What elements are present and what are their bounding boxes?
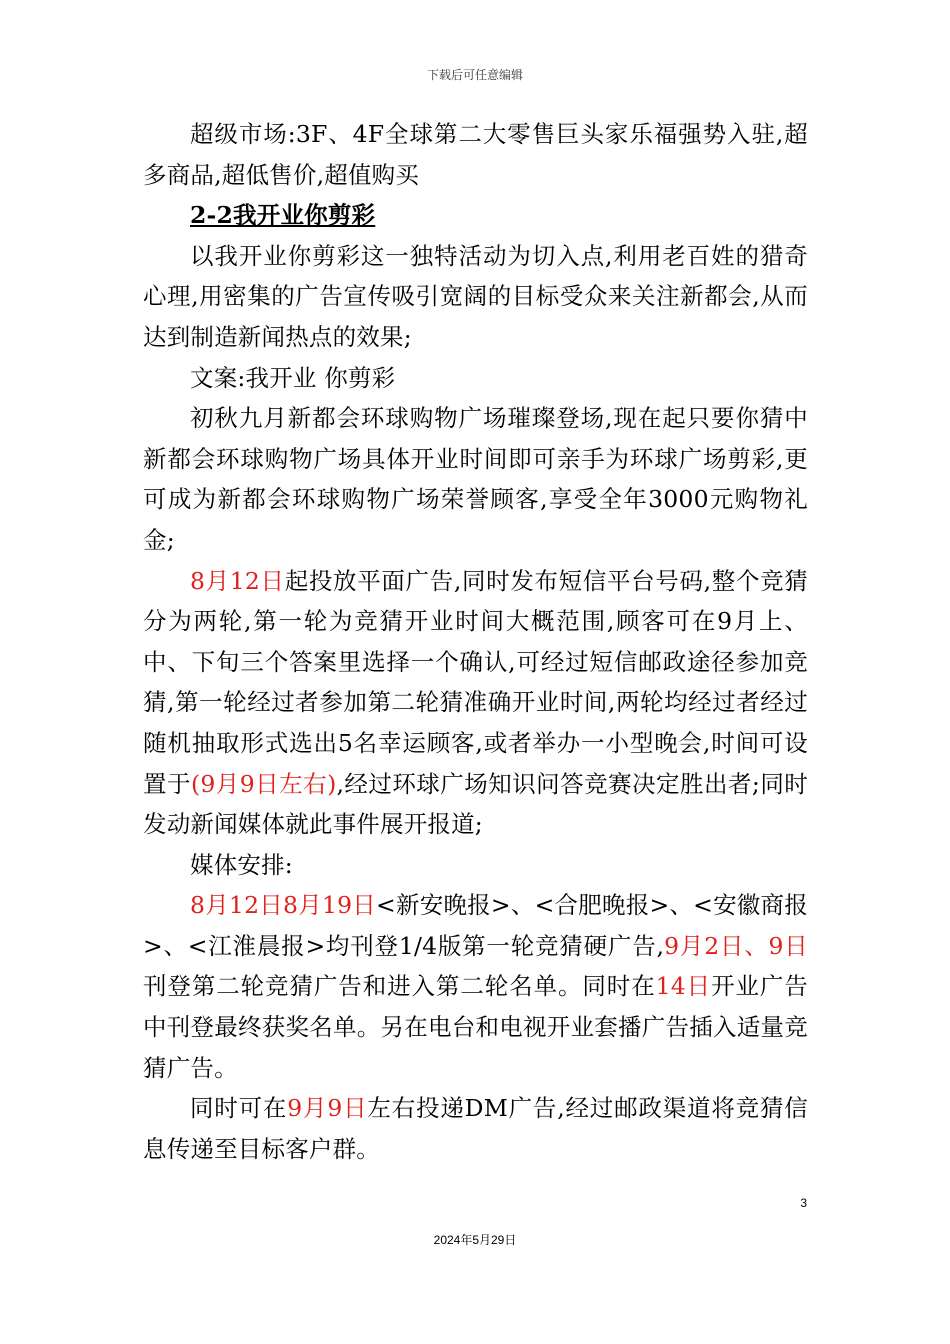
paragraph-intro: 以我开业你剪彩这一独特活动为切入点,利用老百姓的猎奇心理,用密集的广告宣传吸引宽阔的目标受众来关注新都会,从而达到制造新闻热点的效果; [143, 241, 808, 351]
highlight-date: 8月12日 [190, 566, 285, 595]
highlight-date: 8月12日8月19日 [190, 891, 377, 920]
paragraph-schedule [143, 561, 808, 845]
page-footer-date: 2024年5月29日 [433, 1233, 517, 1247]
section-heading: 2-2我开业你剪彩 [190, 201, 376, 230]
paragraph-dm [143, 1088, 808, 1169]
document-body [143, 114, 808, 1169]
page-number: 3 [800, 1196, 807, 1210]
paragraph-media-title: 媒体安排: [190, 850, 293, 879]
page-header: 下载后可任意编辑 [426, 68, 523, 82]
highlight-date: 14日 [655, 972, 712, 1001]
paragraph-text: 刊登第二轮竞猜广告和进入第二轮名单。同时在 [143, 972, 656, 1001]
highlight-date: (9月9日左右) [190, 769, 337, 798]
paragraph-text: ,经过环球广场知识问答竞赛决定胜出者;同时发动新闻媒体就此事件展开报道; [143, 769, 808, 839]
paragraph-text: <新安晚报>、<合肥晚报>、<安徽商报>、<江淮晨报>均刊登1/4版第一轮竞猜硬广告, [143, 891, 808, 960]
highlight-date: 9月2日、9日 [664, 931, 808, 960]
paragraph-supermarket: 超级市场:3F、4F全球第二大零售巨头家乐福强势入驻,超多商品,超低售价,超值购买 [143, 120, 808, 189]
paragraph-text: 开业广告中刊登最终获奖名单。另在电台和电视开业套播广告插入适量竞猜广告。 [143, 972, 808, 1082]
paragraph-copy-title: 文案:我开业 你剪彩 [190, 363, 396, 392]
paragraph-text: 同时可在 [190, 1094, 288, 1123]
paragraph-text: 起投放平面广告,同时发布短信平台号码,整个竞猜分为两轮,第一轮为竞猜开业时间大概范围,顾客可在9月上、中、下旬三个答案里选择一个确认,可经过短信邮政途径参加竞猜,第一轮经过者参加第二轮猜准确开业时间,两轮均经过者经过随机抽取形式选出5名幸运顾客,或者举办一小型晚会,时间可设置于 [143, 566, 808, 798]
paragraph-copy-body: 初秋九月新都会环球购物广场璀璨登场,现在起只要你猜中新都会环球购物广场具体开业时间即可亲手为环球广场剪彩,更可成为新都会环球购物广场荣誉顾客,享受全年3000元购物礼金; [143, 404, 808, 554]
highlight-date: 9月9日 [287, 1094, 368, 1123]
paragraph-text: 左右投递DM广告,经过邮政渠道将竞猜信息传递至目标客户群。 [143, 1094, 808, 1163]
paragraph-media-plan [143, 885, 808, 1088]
